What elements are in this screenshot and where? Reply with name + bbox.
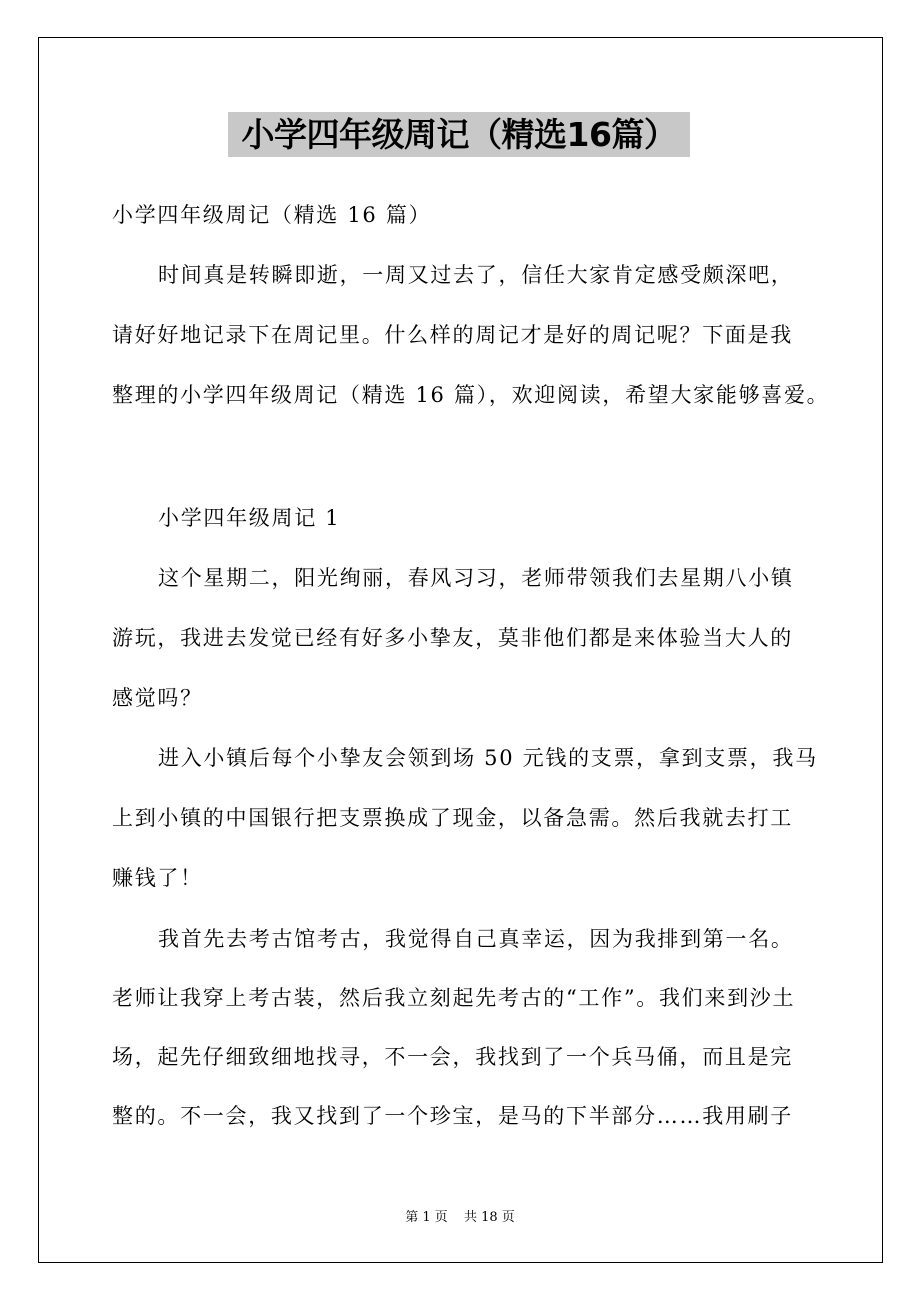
page-number: 第 1 页 [405,1210,448,1225]
paragraph-line: 感觉吗？ [112,686,203,710]
intro-line: 整理的小学四年级周记（精选 16 篇），欢迎阅读，希望大家能够喜爱。 [112,383,830,407]
paragraph-line: 进入小镇后每个小挚友会领到场 50 元钱的支票，拿到支票，我马 [158,746,818,770]
paragraph-line: 上到小镇的中国银行把支票换成了现金，以备急需。然后我就去打工 [112,806,793,830]
intro-line: 请好好地记录下在周记里。什么样的周记才是好的周记呢？下面是我 [112,323,793,347]
page-total: 共 18 页 [463,1210,515,1225]
paragraph-line: 我首先去考古馆考古，我觉得自己真幸运，因为我排到第一名。 [158,927,794,951]
section-heading: 小学四年级周记 1 [158,506,341,530]
paragraph-line: 赚钱了！ [112,866,203,890]
intro-line: 时间真是转瞬即逝，一周又过去了，信任大家肯定感受颇深吧， [158,263,794,287]
paragraph-line: 整的。不一会，我又找到了一个珍宝，是马的下半部分……我用刷子 [112,1104,793,1128]
paragraph-line: 这个星期二，阳光绚丽，春风习习，老师带领我们去星期八小镇 [158,566,794,590]
page-footer [0,1206,920,1225]
paragraph-line: 场，起先仔细致细地找寻，不一会，我找到了一个兵马俑，而且是完 [112,1045,793,1069]
document-title: 小学四年级周记（精选16篇） [228,112,690,157]
subtitle: 小学四年级周记（精选 16 篇） [112,203,432,227]
paragraph-line: 游玩，我进去发觉已经有好多小挚友，莫非他们都是来体验当大人的 [112,626,793,650]
paragraph-line: 老师让我穿上考古装，然后我立刻起先考古的“工作”。我们来到沙土 [112,986,796,1010]
